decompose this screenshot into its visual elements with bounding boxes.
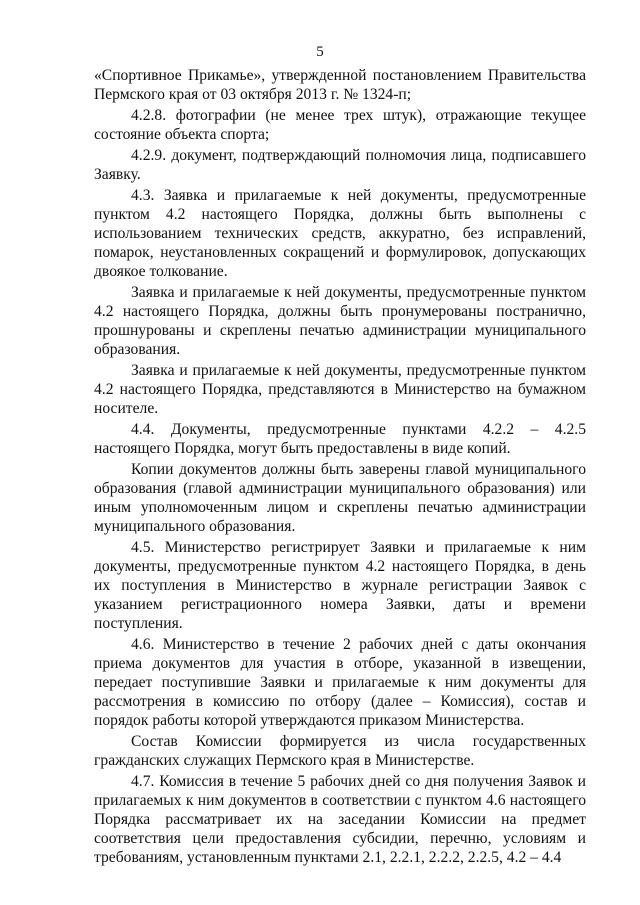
paragraph-4-3-numbering: Заявка и прилагаемые к ней документы, предусмотренные пунктом 4.2 настоящего Порядка, должны быть пронумерованы постранично, прошнурованы и скреплены печатью администрации муниципального образования. xyxy=(94,284,586,358)
document-body xyxy=(94,66,586,869)
paragraph-4-3: 4.3. Заявка и прилагаемые к ней документы, предусмотренные пунктом 4.2 настоящего Порядка, должны быть выполнены с использованием технических средств, аккуратно, без исправлений, помарок, неустановленных сокращений и формулировок, допускающих двоякое толкование. xyxy=(94,187,586,280)
paragraph-4-6: 4.6. Министерство в течение 2 рабочих дней с даты окончания приема документов для участия в отборе, указанной в извещении, передает поступившие Заявки и прилагаемые к ним документы для рассмотрения в комиссию по отбору (далее – Комиссия), состав и порядок работы которой утверждаются приказом Министерства. xyxy=(94,636,586,729)
paragraph-4-6-commission: Состав Комиссии формируется из числа государственных гражданских служащих Пермского края в Министерстве. xyxy=(94,733,586,769)
paragraph-4-7: 4.7. Комиссия в течение 5 рабочих дней со дня получения Заявок и прилагаемых к ним документов в соответствии с пунктом 4.6 настоящего Порядка рассматривает их на заседании Комиссии на предмет соответствия цели предоставления субсидии, перечню, условиям и требованиям, установленным пунктами 2.1, 2.2.1, 2.2.2, 2.2.5, 4.2 – 4.4 xyxy=(94,773,586,866)
paragraph-4-4-copies: Копии документов должны быть заверены главой муниципального образования (главой администрации муниципального образования) или иным уполномоченным лицом и скреплены печатью администрации муниципального образования. xyxy=(94,461,586,535)
paragraph-4-3-submission: Заявка и прилагаемые к ней документы, предусмотренные пунктом 4.2 настоящего Порядка, представляются в Министерство на бумажном носителе. xyxy=(94,362,586,417)
paragraph-continuation: «Спортивное Прикамье», утвержденной постановлением Правительства Пермского края от 03 октября 2013 г. № 1324-п; xyxy=(94,67,586,103)
paragraph-4-5: 4.5. Министерство регистрирует Заявки и прилагаемые к ним документы, предусмотренные пунктом 4.2 настоящего Порядка, в день их поступления в Министерство в журнале регистрации Заявок с указанием регистрационного номера Заявки, даты и времени поступления. xyxy=(94,539,586,632)
paragraph-4-4: 4.4. Документы, предусмотренные пунктами 4.2.2 – 4.2.5 настоящего Порядка, могут быть предоставлены в виде копий. xyxy=(94,421,586,457)
paragraph-4-2-8: 4.2.8. фотографии (не менее трех штук), отражающие текущее состояние объекта спорта; xyxy=(94,107,586,143)
page-number: 5 xyxy=(316,44,324,60)
paragraph-4-2-9: 4.2.9. документ, подтверждающий полномочия лица, подписавшего Заявку. xyxy=(94,147,586,183)
